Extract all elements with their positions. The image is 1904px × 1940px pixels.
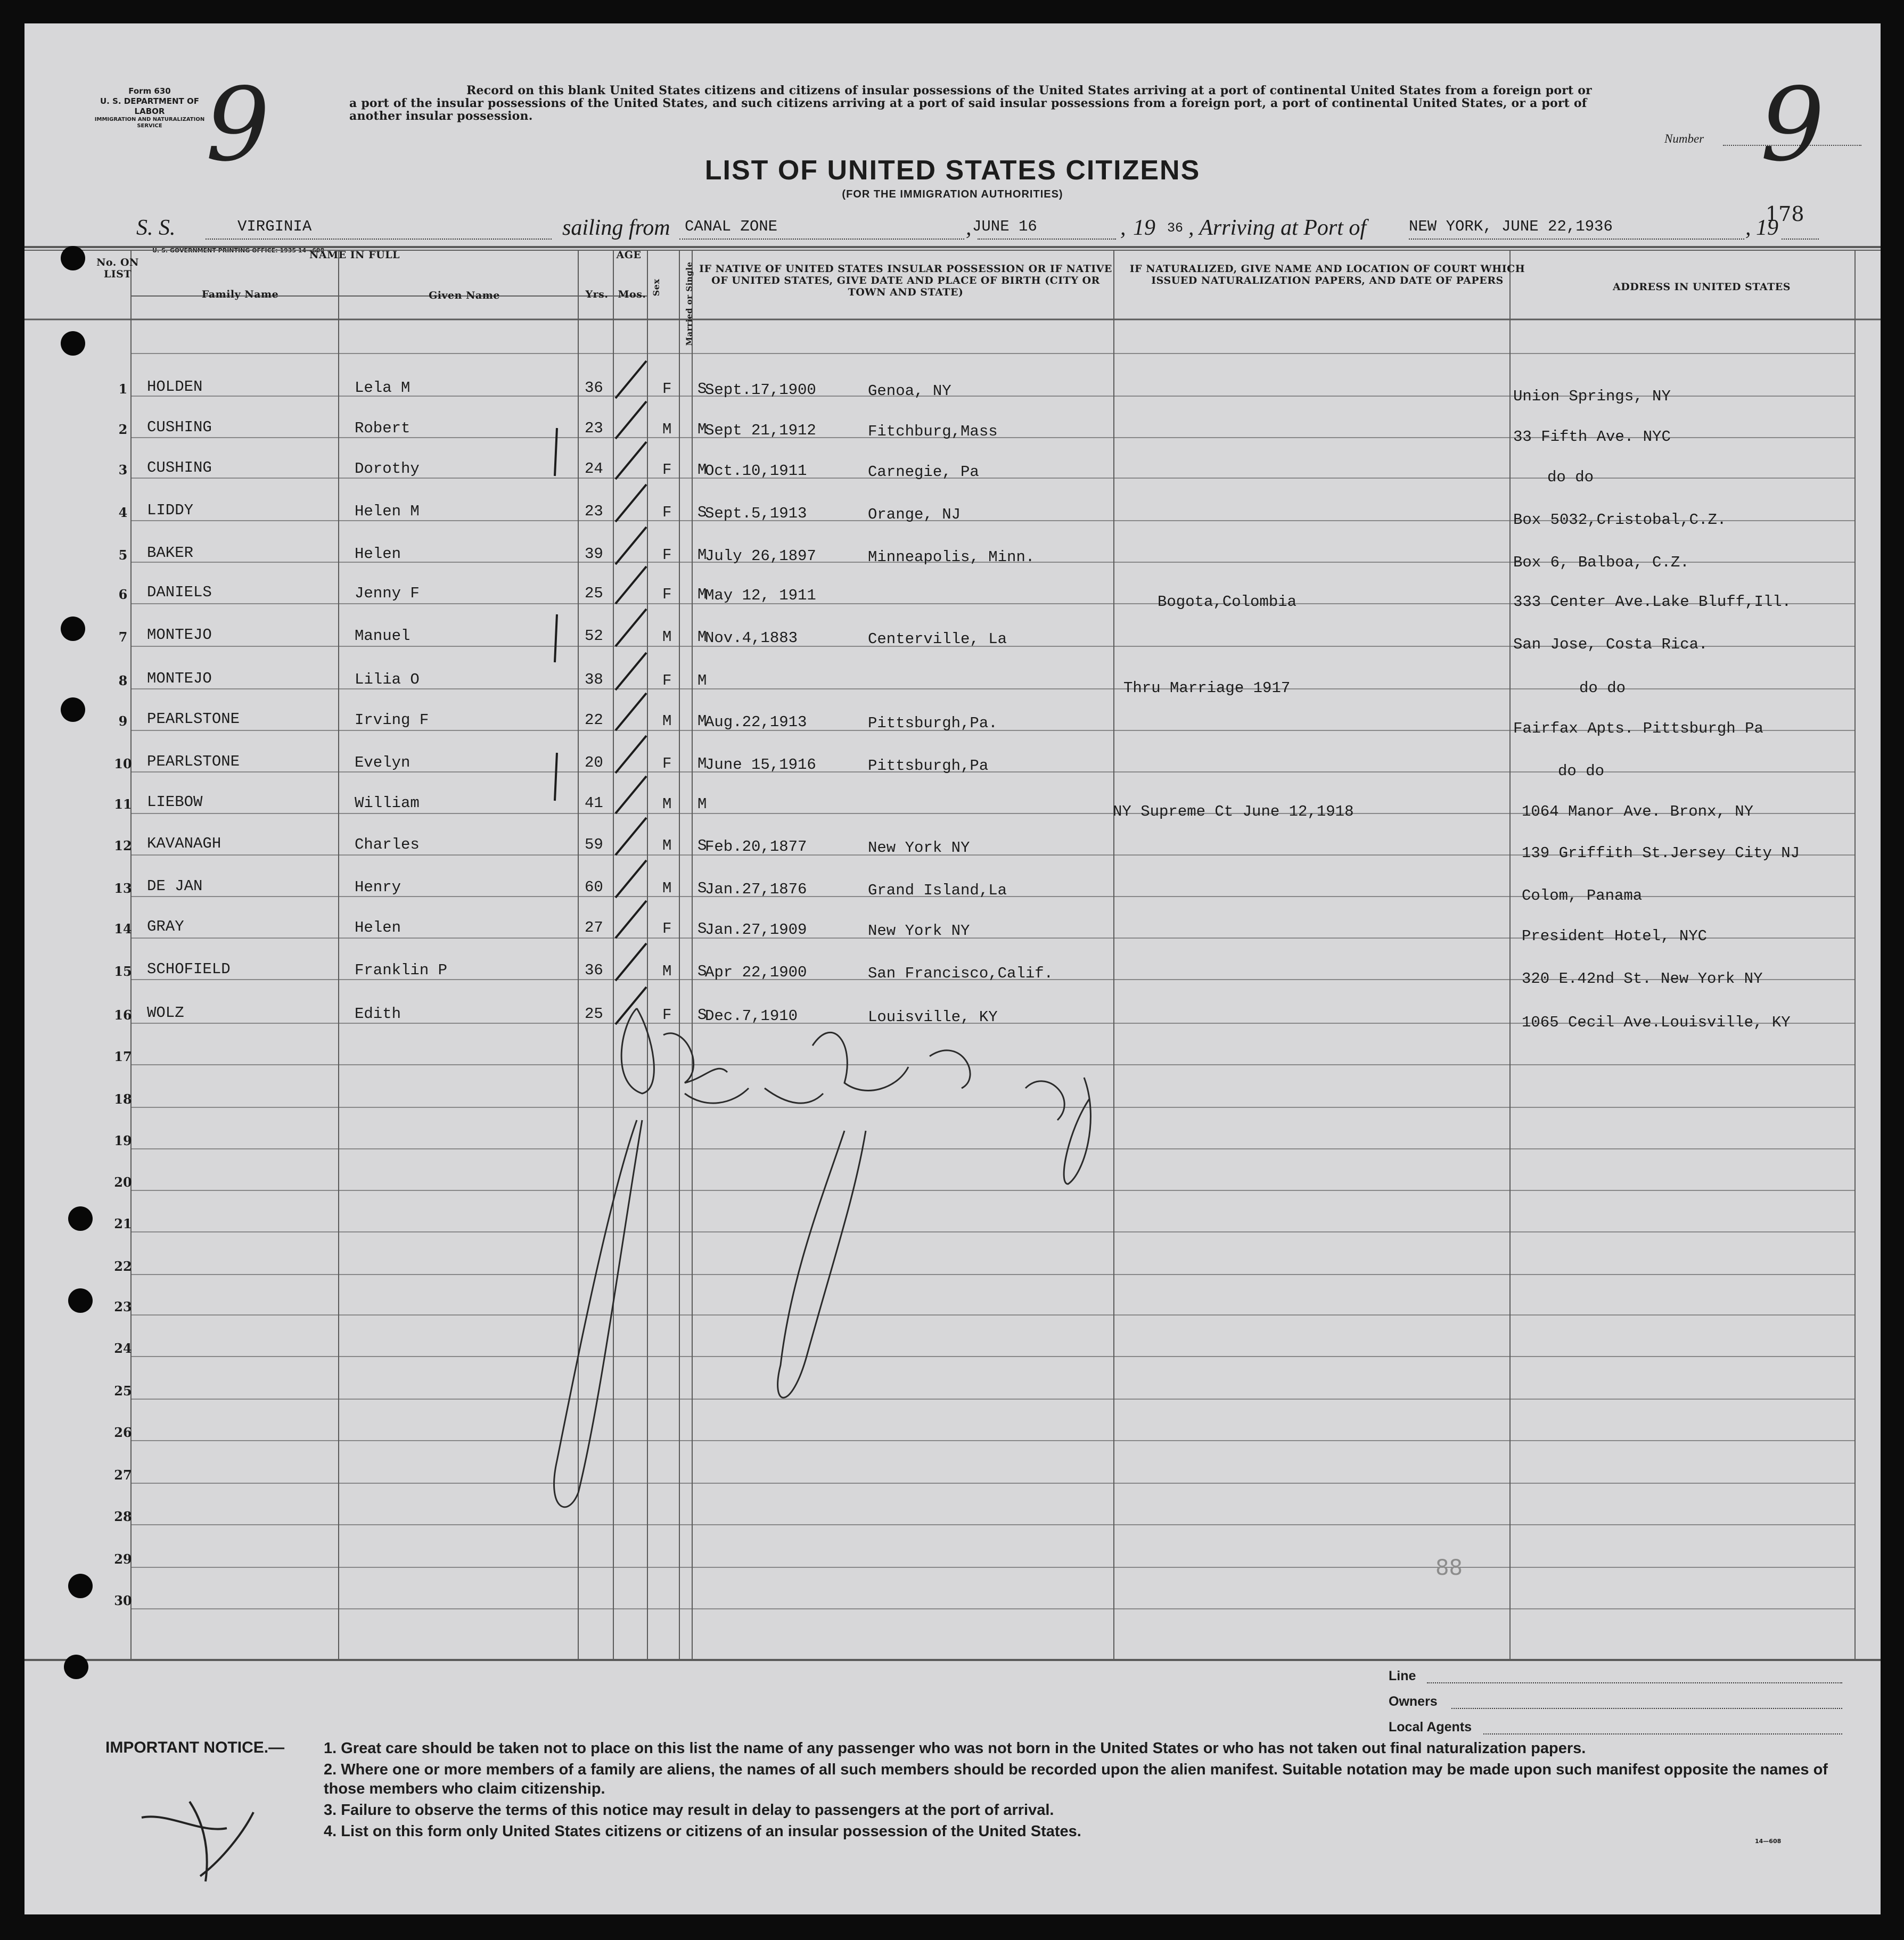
header-birth: IF NATIVE OF UNITED STATES INSULAR POSSESSION OR IF NATIVE OF UNITED STATES, GIVE DATE AND PLACE OF BIRTH (CITY OR TOWN AND STATE): [699, 263, 1112, 298]
birth-place: Minneapolis, Minn.: [868, 548, 1035, 566]
age-years: 41: [585, 794, 603, 812]
header-naturalized: IF NATURALIZED, GIVE NAME AND LOCATION OF COURT WHICH ISSUED NATURALIZATION PAPERS, AND DATE OF PAPERS: [1129, 263, 1525, 286]
punch-hole: [61, 616, 85, 641]
given-name: Helen: [355, 545, 401, 563]
given-name: Jenny F: [355, 585, 420, 602]
given-name: Edith: [355, 1005, 401, 1023]
ss-label: S. S.: [136, 216, 176, 240]
sex: F: [662, 920, 672, 938]
birth-date: June 15,1916: [705, 756, 816, 774]
handwritten-x-mark: [120, 1786, 280, 1892]
family-name: KAVANAGH: [147, 835, 221, 852]
family-name: LIEBOW: [147, 793, 203, 811]
sex: F: [662, 504, 672, 521]
signature-stroke: [663, 1033, 727, 1083]
birth-place: Orange, NJ: [868, 506, 961, 523]
row-number: 4: [118, 505, 128, 520]
punch-hole: [61, 331, 85, 356]
birth-date: Nov.4,1883: [705, 629, 798, 647]
given-name: Lilia O: [355, 671, 420, 688]
family-name: MONTEJO: [147, 670, 212, 687]
check-mark: [615, 361, 646, 398]
us-address: 1064 Manor Ave. Bronx, NY: [1522, 803, 1754, 820]
age-years: 27: [585, 919, 603, 936]
row-number: 3: [118, 462, 128, 478]
birth-date: Dec.7,1910: [705, 1007, 798, 1025]
birth-place: New York NY: [868, 922, 970, 940]
arriving-label: , Arriving at Port of: [1188, 216, 1367, 240]
header-age: AGE: [616, 249, 642, 261]
us-address: Box 5032,Cristobal,C.Z.: [1513, 511, 1727, 529]
check-mark: [615, 566, 646, 604]
row-number: 7: [118, 629, 128, 645]
year-prefix: 19: [1133, 216, 1155, 240]
family-name: PEARLSTONE: [147, 753, 240, 770]
family-name: SCHOFIELD: [147, 960, 231, 978]
notice-item-2: 2. Where one or more members of a family are aliens, the names of all such members should be recorded upon the alien manifest. Suitable notation may be made upon such manifest opposite the names of those members who claim citizenship.: [324, 1761, 1828, 1797]
tick-mark: [555, 428, 557, 476]
sex: M: [662, 421, 672, 438]
age-years: 60: [585, 878, 603, 896]
birth-date: May 12, 1911: [705, 587, 816, 604]
header-given-name: Given Name: [429, 290, 500, 301]
birth-place: Louisville, KY: [868, 1008, 998, 1026]
marital-status: M: [697, 795, 707, 813]
signature-stroke: [685, 1088, 823, 1103]
family-name: DE JAN: [147, 877, 203, 895]
check-mark: [615, 527, 646, 564]
header-yrs: Yrs.: [585, 289, 609, 300]
age-years: 39: [585, 545, 603, 563]
given-name: Henry: [355, 878, 401, 896]
birth-date: Jan.27,1909: [705, 921, 807, 939]
ship-name: VIRGINIA: [237, 218, 312, 235]
family-name: MONTEJO: [147, 626, 212, 644]
marital-status: M: [697, 546, 707, 564]
row-number: 6: [118, 587, 128, 602]
birth-date: July 26,1897: [705, 547, 816, 565]
check-mark: [615, 442, 646, 479]
birth-date: Sept 21,1912: [705, 422, 816, 439]
header-address: ADDRESS IN UNITED STATES: [1613, 281, 1791, 293]
row-number: 19: [114, 1133, 132, 1148]
punch-hole: [61, 246, 85, 270]
form-number: Form 630: [128, 86, 171, 96]
row-number: 2: [118, 422, 128, 437]
owners-label: Owners: [1389, 1694, 1438, 1709]
number-label: Number: [1664, 132, 1704, 145]
tick-mark: [555, 753, 557, 801]
marital-status: M: [697, 712, 707, 730]
marital-status: M: [697, 586, 707, 603]
trailing-year: 19: [1756, 216, 1778, 240]
sex: M: [662, 795, 672, 813]
sex: F: [662, 546, 672, 564]
sex: F: [662, 586, 672, 603]
row-number: 11: [114, 796, 132, 812]
row-number: 25: [114, 1383, 132, 1399]
marital-status: S: [697, 1006, 707, 1024]
birth-date: Feb.20,1877: [705, 838, 807, 856]
manifest-sheet: [24, 23, 1881, 1914]
sex: M: [662, 963, 672, 980]
row-number: 26: [114, 1425, 132, 1440]
given-name: Manuel: [355, 627, 411, 645]
sex: F: [662, 1006, 672, 1024]
age-years: 36: [585, 961, 603, 979]
row-number: 29: [114, 1551, 132, 1567]
line-label: Line: [1389, 1668, 1416, 1683]
row-number: 30: [114, 1593, 132, 1608]
family-name: LIDDY: [147, 502, 194, 519]
us-address: 1065 Cecil Ave.Louisville, KY: [1522, 1014, 1791, 1031]
sex: F: [662, 672, 672, 689]
port-from: CANAL ZONE: [685, 218, 778, 235]
marital-status: S: [697, 380, 707, 398]
birth-place: Fitchburg,Mass: [868, 423, 998, 440]
marital-status: M: [697, 421, 707, 438]
handwritten-number: 9: [1760, 66, 1825, 184]
us-address: Box 6, Balboa, C.Z.: [1513, 554, 1689, 571]
check-mark: [615, 609, 646, 646]
check-mark: [615, 901, 646, 938]
age-years: 38: [585, 671, 603, 688]
tick-mark: [555, 614, 557, 662]
family-name: DANIELS: [147, 583, 212, 601]
us-address: Union Springs, NY: [1513, 388, 1671, 405]
birth-date: Aug.22,1913: [705, 713, 807, 731]
sex: F: [662, 461, 672, 479]
row-number: 28: [114, 1509, 132, 1524]
marital-status: M: [697, 628, 707, 646]
check-mark: [615, 860, 646, 898]
row-number: 17: [114, 1049, 132, 1064]
row-number: 27: [114, 1467, 132, 1483]
signature-stroke: [813, 1032, 970, 1090]
family-name: CUSHING: [147, 418, 212, 436]
given-name: Helen M: [355, 503, 420, 520]
family-name: BAKER: [147, 544, 194, 562]
punch-hole: [68, 1206, 93, 1231]
given-name: Helen: [355, 919, 401, 936]
check-mark: [615, 401, 646, 439]
header-sex: Sex: [651, 278, 661, 297]
sex: F: [662, 755, 672, 772]
sex: M: [662, 837, 672, 854]
sex: M: [662, 879, 672, 897]
family-name: PEARLSTONE: [147, 710, 240, 728]
given-name: Charles: [355, 836, 420, 853]
age-years: 20: [585, 754, 603, 771]
us-address: 320 E.42nd St. New York NY: [1522, 970, 1763, 988]
age-years: 23: [585, 420, 603, 437]
row-number: 13: [114, 881, 132, 896]
given-name: Evelyn: [355, 754, 411, 771]
marital-status: S: [697, 920, 707, 938]
age-years: 59: [585, 836, 603, 853]
sex: M: [662, 628, 672, 646]
birth-place: Genoa, NY: [868, 382, 951, 400]
given-name: William: [355, 794, 420, 812]
age-years: 25: [585, 1005, 603, 1023]
row-number: 1: [118, 381, 128, 397]
notice-item-4: 4. List on this form only United States citizens or citizens of an insular possession of the United States.: [324, 1823, 1081, 1840]
row-number: 8: [118, 673, 128, 688]
header-no-on-list: No. ON LIST: [96, 257, 139, 280]
signature-stroke: [621, 1008, 654, 1094]
given-name: Franklin P: [355, 961, 448, 979]
marital-status: M: [697, 672, 707, 689]
check-mark: [615, 693, 646, 730]
comma-separator-3: ,: [1745, 216, 1751, 240]
page-subtitle: (FOR THE IMMIGRATION AUTHORITIES): [842, 188, 1063, 200]
us-address: Fairfax Apts. Pittsburgh Pa: [1513, 720, 1763, 737]
line-underline: [1427, 1682, 1842, 1683]
marital-status: M: [697, 755, 707, 772]
birth-place: Grand Island,La: [868, 882, 1007, 899]
department-name: U. S. DEPARTMENT OF LABOR: [100, 96, 200, 116]
us-address: 33 Fifth Ave. NYC: [1513, 428, 1671, 446]
form-code-bottom: 14—608: [1755, 1838, 1782, 1845]
birth-place: San Francisco,Calif.: [868, 965, 1054, 982]
signature-stroke: [1025, 1078, 1090, 1184]
header-name-in-full: NAME IN FULL: [309, 249, 400, 261]
page-title: LIST OF UNITED STATES CITIZENS: [704, 155, 1201, 186]
punch-hole: [64, 1655, 88, 1679]
service-name: IMMIGRATION AND NATURALIZATION SERVICE: [94, 117, 205, 129]
notice-item-1: 1. Great care should be taken not to place on this list the name of any passenger who was not born in the United States or who has not taken out final naturalization papers.: [324, 1740, 1586, 1757]
punch-hole: [68, 1288, 93, 1313]
family-name: CUSHING: [147, 459, 212, 476]
age-years: 36: [585, 379, 603, 397]
list-code: 178: [1766, 202, 1804, 226]
check-mark: [615, 484, 646, 522]
comma-separator: ,: [966, 216, 972, 240]
naturalization-info: Thru Marriage 1917: [1123, 679, 1291, 697]
marital-status: S: [697, 504, 707, 521]
marital-status: S: [697, 879, 707, 897]
age-years: 25: [585, 585, 603, 602]
notice-item-3: 3. Failure to observe the terms of this notice may result in delay to passengers at the port of arrival.: [324, 1802, 1054, 1819]
sex: M: [662, 712, 672, 730]
row-number: 9: [118, 713, 128, 729]
handwritten-page-number: 9: [206, 66, 270, 184]
sex: F: [662, 380, 672, 398]
row-number: 23: [114, 1299, 132, 1314]
header-mos: Mos.: [618, 289, 646, 300]
us-address: President Hotel, NYC: [1522, 927, 1708, 945]
check-mark: [615, 943, 646, 981]
sailing-label: sailing from: [562, 216, 670, 240]
row-number: 12: [114, 838, 132, 853]
sailing-date: JUNE 16: [972, 218, 1037, 235]
us-address: 333 Center Ave.Lake Bluff,Ill.: [1513, 593, 1792, 611]
birth-date: Jan.27,1876: [705, 881, 807, 898]
age-years: 52: [585, 627, 603, 645]
us-address: 139 Griffith St.Jersey City NJ: [1522, 844, 1800, 862]
row-number: 18: [114, 1091, 132, 1107]
naturalization-info: NY Supreme Ct June 12,1918: [1113, 803, 1354, 820]
notice-title: IMPORTANT NOTICE.—: [105, 1739, 285, 1756]
birth-date: Sept.17,1900: [705, 381, 816, 399]
given-name: Dorothy: [355, 460, 420, 478]
birth-place: Centerville, La: [868, 630, 1007, 648]
age-years: 23: [585, 503, 603, 520]
family-name: HOLDEN: [147, 378, 203, 396]
check-mark: [615, 818, 646, 855]
age-years: 24: [585, 460, 603, 478]
check-mark: [615, 776, 646, 813]
marital-status: M: [697, 461, 707, 479]
given-name: Irving F: [355, 711, 429, 729]
header-married-single: Married or Single: [684, 261, 694, 346]
birth-date: Apr 22,1900: [705, 964, 807, 981]
row-number: 20: [114, 1174, 132, 1190]
marital-status: S: [697, 837, 707, 854]
birth-place: New York NY: [868, 839, 970, 857]
punch-hole: [68, 1574, 93, 1598]
year-suffix: 36: [1167, 220, 1184, 236]
comma-separator-2: ,: [1120, 216, 1126, 240]
birth-place: Carnegie, Pa: [868, 463, 979, 481]
printer-note: U. S. GOVERNMENT PRINTING OFFICE: 1935 14—608: [152, 247, 325, 254]
birth-place: Pittsburgh,Pa: [868, 757, 989, 775]
check-mark: [615, 653, 646, 690]
given-name: Robert: [355, 420, 411, 437]
us-address: do do: [1558, 762, 1605, 780]
us-address: do do: [1579, 679, 1626, 697]
naturalization-info: Bogota,Colombia: [1158, 593, 1297, 611]
birth-date: Oct.10,1911: [705, 462, 807, 480]
family-name: WOLZ: [147, 1004, 184, 1022]
birth-place: Pittsburgh,Pa.: [868, 714, 998, 732]
given-name: Lela M: [355, 379, 411, 397]
row-number: 22: [114, 1259, 132, 1274]
birth-date: Sept.5,1913: [705, 505, 807, 522]
row-number: 21: [114, 1216, 132, 1231]
us-address: Colom, Panama: [1522, 887, 1643, 905]
punch-hole: [61, 697, 85, 722]
row-number: 15: [114, 964, 132, 979]
family-name: GRAY: [147, 918, 184, 935]
check-mark: [615, 736, 646, 773]
owners-underline: [1451, 1708, 1842, 1709]
row-number: 14: [114, 921, 132, 936]
row-number: 5: [118, 547, 128, 563]
stamp-number: 88: [1435, 1556, 1463, 1580]
record-instructions: Record on this blank United States citizens and citizens of insular possessions of the United States arriving at a port of continental United States from a foreign port or a port of the insular possessions of the United States, and such citizens arriving at a port of said insular possessions from a foreign port, a port of continental United States, or a port of another insular possession.: [349, 84, 1592, 123]
row-number: 16: [114, 1007, 132, 1023]
us-address: do do: [1547, 468, 1594, 486]
age-years: 22: [585, 711, 603, 729]
signature-stroke: [778, 1131, 866, 1398]
row-number: 10: [114, 756, 132, 771]
agents-underline: [1483, 1733, 1842, 1735]
marital-status: S: [697, 963, 707, 980]
us-address: San Jose, Costa Rica.: [1513, 636, 1708, 653]
signature-stroke: [554, 1120, 642, 1507]
row-number: 24: [114, 1341, 132, 1356]
arrival-port-date: NEW YORK, JUNE 22,1936: [1409, 218, 1613, 235]
header-family-name: Family Name: [201, 289, 279, 300]
local-agents-label: Local Agents: [1389, 1720, 1472, 1735]
